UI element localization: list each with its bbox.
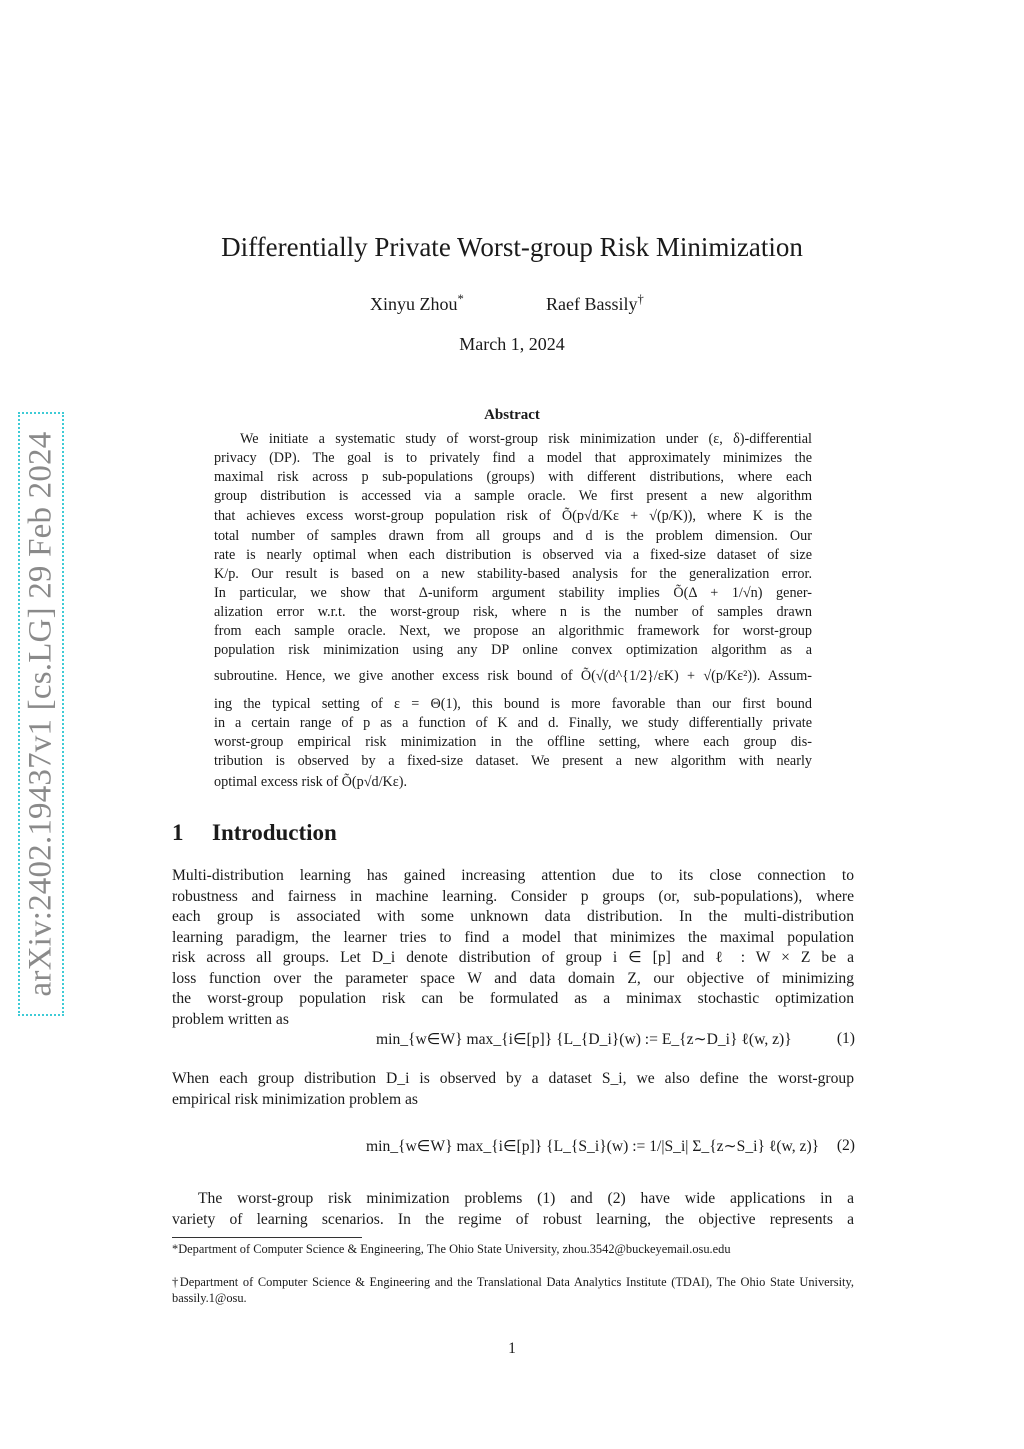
abstract-heading: Abstract [484,407,540,423]
body-line: empirical risk minimization problem as [172,1091,418,1108]
body-line: loss function over the parameter space W and data domain Z, our objective of minimizing [172,970,854,987]
abstract-line: In particular, we show that Δ-uniform argument stability implies Õ(Δ + 1/√n) gener- [214,585,812,601]
equation-2: min_{w∈W} max_{i∈[p]} {L_{S_i}(w) := 1/|S_i| Σ_{z∼S_i} ℓ(w, z)} [366,1138,820,1155]
footnote-1: *Department of Computer Science & Engineering, The Ohio State University, zhou.3542@buckeyemail.osu.edu [172,1242,731,1256]
abstract-line: optimal excess risk of Õ(p√d/Kε). [214,774,408,790]
abstract-line: population risk minimization using any DP online convex optimization algorithm as a [214,642,812,658]
arxiv-identifier-stamp [18,412,64,1016]
abstract-line: worst-group empirical risk minimization in the offline setting, where each group dis- [214,734,812,750]
abstract-line: maximal risk across p sub-populations (groups) with different distributions, where each [214,469,812,485]
body-line: learning paradigm, the learner tries to find a model that minimizes the maximal population [172,929,854,946]
body-line: the worst-group population risk can be formulated as a minimax stochastic optimization [172,990,854,1007]
page-number: 1 [508,1340,516,1357]
abstract-line: group distribution is accessed via a sample oracle. We first present a new algorithm [214,488,812,504]
section-heading: 1 Introduction [172,820,337,845]
author-2: Raef Bassily† [546,292,644,314]
abstract-line: We initiate a systematic study of worst-group risk minimization under (ε, δ)-differential [240,431,812,447]
equation-1: min_{w∈W} max_{i∈[p]} {L_{D_i}(w) := E_{z∼D_i} ℓ(w, z)} [376,1031,792,1048]
abstract-line: rate is nearly optimal when each distribution is observed via a fixed-size dataset of size [214,547,812,563]
body-line: Multi-distribution learning has gained increasing attention due to its close connection to [172,867,854,884]
abstract-line: K/p. Our result is based on a new stability-based analysis for the generalization error. [214,566,812,582]
body-line: variety of learning scenarios. In the regime of robust learning, the objective represents a [172,1211,854,1228]
equation-1-label: (1) [836,1030,855,1047]
abstract-line: in a certain range of p as a function of K and d. Finally, we study differentially private [214,715,812,731]
abstract-line: alization error w.r.t. the worst-group risk, where n is the number of samples drawn [214,604,812,620]
body-line: each group is associated with some unknown data distribution. In the multi-distribution [172,908,854,925]
paper-date: March 1, 2024 [459,334,565,354]
abstract-line: total number of samples drawn from all groups and d is the problem dimension. Our [214,528,812,544]
abstract-line: ing the typical setting of ε = Θ(1), this bound is more favorable than our first bound [214,696,812,712]
body-line: risk across all groups. Let D_i denote distribution of group i ∈ [p] and ℓ : W × Z be a [172,949,854,966]
abstract-line: from each sample oracle. Next, we propose an algorithmic framework for worst-group [214,623,812,639]
arxiv-id: arXiv:2402.19437v1 [cs.LG] 29 Feb 2024 [22,431,59,997]
abstract-line: tribution is observed by a fixed-size dataset. We present a new algorithm with nearly [214,753,812,769]
footnote-rule [172,1237,362,1238]
body-line: The worst-group risk minimization problems (1) and (2) have wide applications in a [198,1190,854,1207]
abstract-line: subroutine. Hence, we give another excess risk bound of Õ(√(d^{1/2}/εK) + √(p/Kε²)). Assum- [214,668,812,684]
abstract-line: privacy (DP). The goal is to privately find a model that approximately minimizes the [214,450,812,466]
body-line: robustness and fairness in machine learning. Consider p groups (or, sub-populations), where [172,888,854,905]
body-line: problem written as [172,1011,289,1028]
body-line: When each group distribution D_i is observed by a dataset S_i, we also define the worst-group [172,1070,854,1087]
footnote-2: †Department of Computer Science & Engineering and the Translational Data Analytics Institute (TDAI), The Ohio State University, bassily.1@osu. [172,1275,854,1305]
abstract-line: that achieves excess worst-group population risk of Õ(p√d/Kε + √(p/K)), where K is the [214,508,812,524]
equation-2-label: (2) [836,1137,855,1154]
author-1: Xinyu Zhou* [370,292,464,314]
paper-title: Differentially Private Worst-group Risk Minimization [221,232,803,262]
